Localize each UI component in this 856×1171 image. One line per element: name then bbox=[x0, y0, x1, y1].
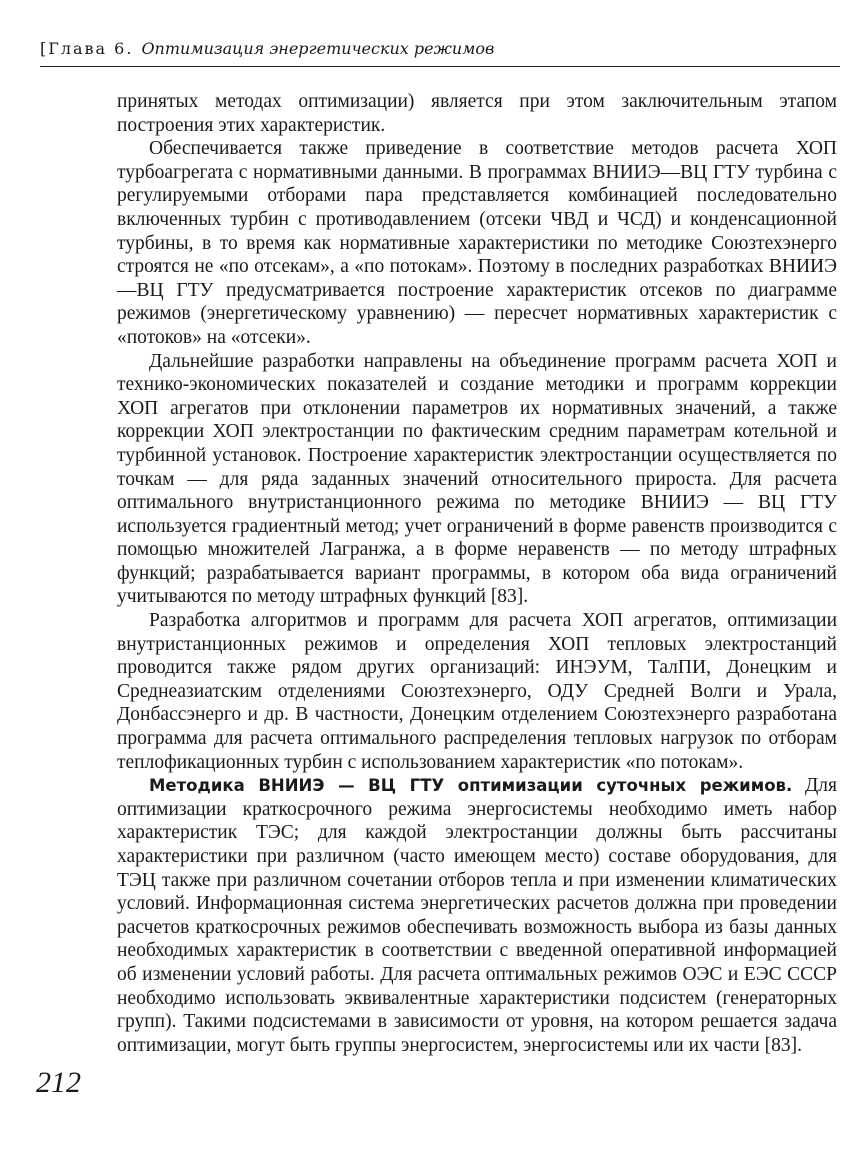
paragraph-lead-heading: Методика ВНИИЭ — ВЦ ГТУ оптимизации суточных режимов. bbox=[149, 776, 793, 796]
paragraph: Дальнейшие разработки направлены на объединение программ расчета ХОП и технико-экономических показателей и создание методики и программ коррекции ХОП агрегатов при отклонении параметров их нормативных значений, а также коррекции ХОП электростанции по фактическим средним параметрам котельной и турбинной установок. Построение характеристик электростанции осуществляется по точкам — для ряда заданных значений относительного прироста. Для расчета оптимального внутристанционного режима по методике ВНИИЭ — ВЦ ГТУ используется градиентный метод; учет ограничений в форме равенств производится с помощью множителей Лагранжа, а в форме неравенств — по методу штрафных функций; разрабатывается вариант программы, в котором оба вида ограничений учитываются по методу штрафных функций [83]. bbox=[117, 350, 837, 608]
page-body bbox=[117, 90, 837, 1057]
chapter-title: Оптимизация энергетических режимов bbox=[141, 39, 495, 58]
paragraph-continued: принятых методах оптимизации) является при этом заключительным этапом построения этих характеристик. bbox=[117, 91, 837, 136]
header-rule bbox=[40, 66, 840, 67]
paragraph: Разработка алгоритмов и программ для расчета ХОП агрегатов, оптимизации внутристанционных режимов и определения ХОП тепловых электростанций проводится также рядом других организаций: ИНЭУМ, ТалПИ, Донецким и Среднеазиатским отделениями Союзтехэнерго, ОДУ Средней Волги и Урала, Донбассэнерго и др. В частности, Донецким отделением Союзтехэнерго разработана программа для расчета оптимального распределения тепловых нагрузок по отборам теплофикационных турбин с использованием характеристик «по потокам». bbox=[117, 610, 837, 773]
paragraph: Обеспечивается также приведение в соответствие методов расчета ХОП турбоагрегата с нормативными данными. В программах ВНИИЭ—ВЦ ГТУ турбина с регулируемыми отборами пара представляется комбинацией последовательно включенных турбин с противодавлением (отсеки ЧВД и ЧСД) и конденсационной турбины, в то время как нормативные характеристики по методике Союзтехэнерго строятся не «по отсекам», а «по потокам». Поэтому в последних разработках ВНИИЭ—ВЦ ГТУ предусматривается построение характеристик отсеков по диаграмме режимов (энергетическому уравнению) — пересчет нормативных характеристик с «потоков» на «отсеки». bbox=[117, 138, 837, 348]
chapter-label: [Глава 6. bbox=[40, 39, 134, 58]
running-header bbox=[40, 38, 840, 60]
page-number: 212 bbox=[36, 1066, 81, 1099]
paragraph-methodology bbox=[117, 774, 837, 1057]
paragraph-text: Для оптимизации краткосрочного режима энергосистемы необходимо иметь набор характеристик ТЭС; для каждой электростанции должны быть рассчитаны характеристики при различном (часто имеющем место) составе оборудования, для ТЭЦ также при различном сочетании отборов тепла и при изменении климатических условий. Информационная система энергетических расчетов должна при проведении расчетов краткосрочных режимов обеспечивать возможность выбора из базы данных необходимых характеристик в соответствии с введенной оперативной информацией об изменении условий работы. Для расчета оптимальных режимов ОЭС и ЕЭС СССР необходимо использовать эквивалентные характеристики подсистем (генераторных групп). Такими подсистемами в зависимости от уровня, на котором решается задача оптимизации, могут быть группы энергосистем, энергосистемы или их части [83]. bbox=[117, 775, 837, 1056]
